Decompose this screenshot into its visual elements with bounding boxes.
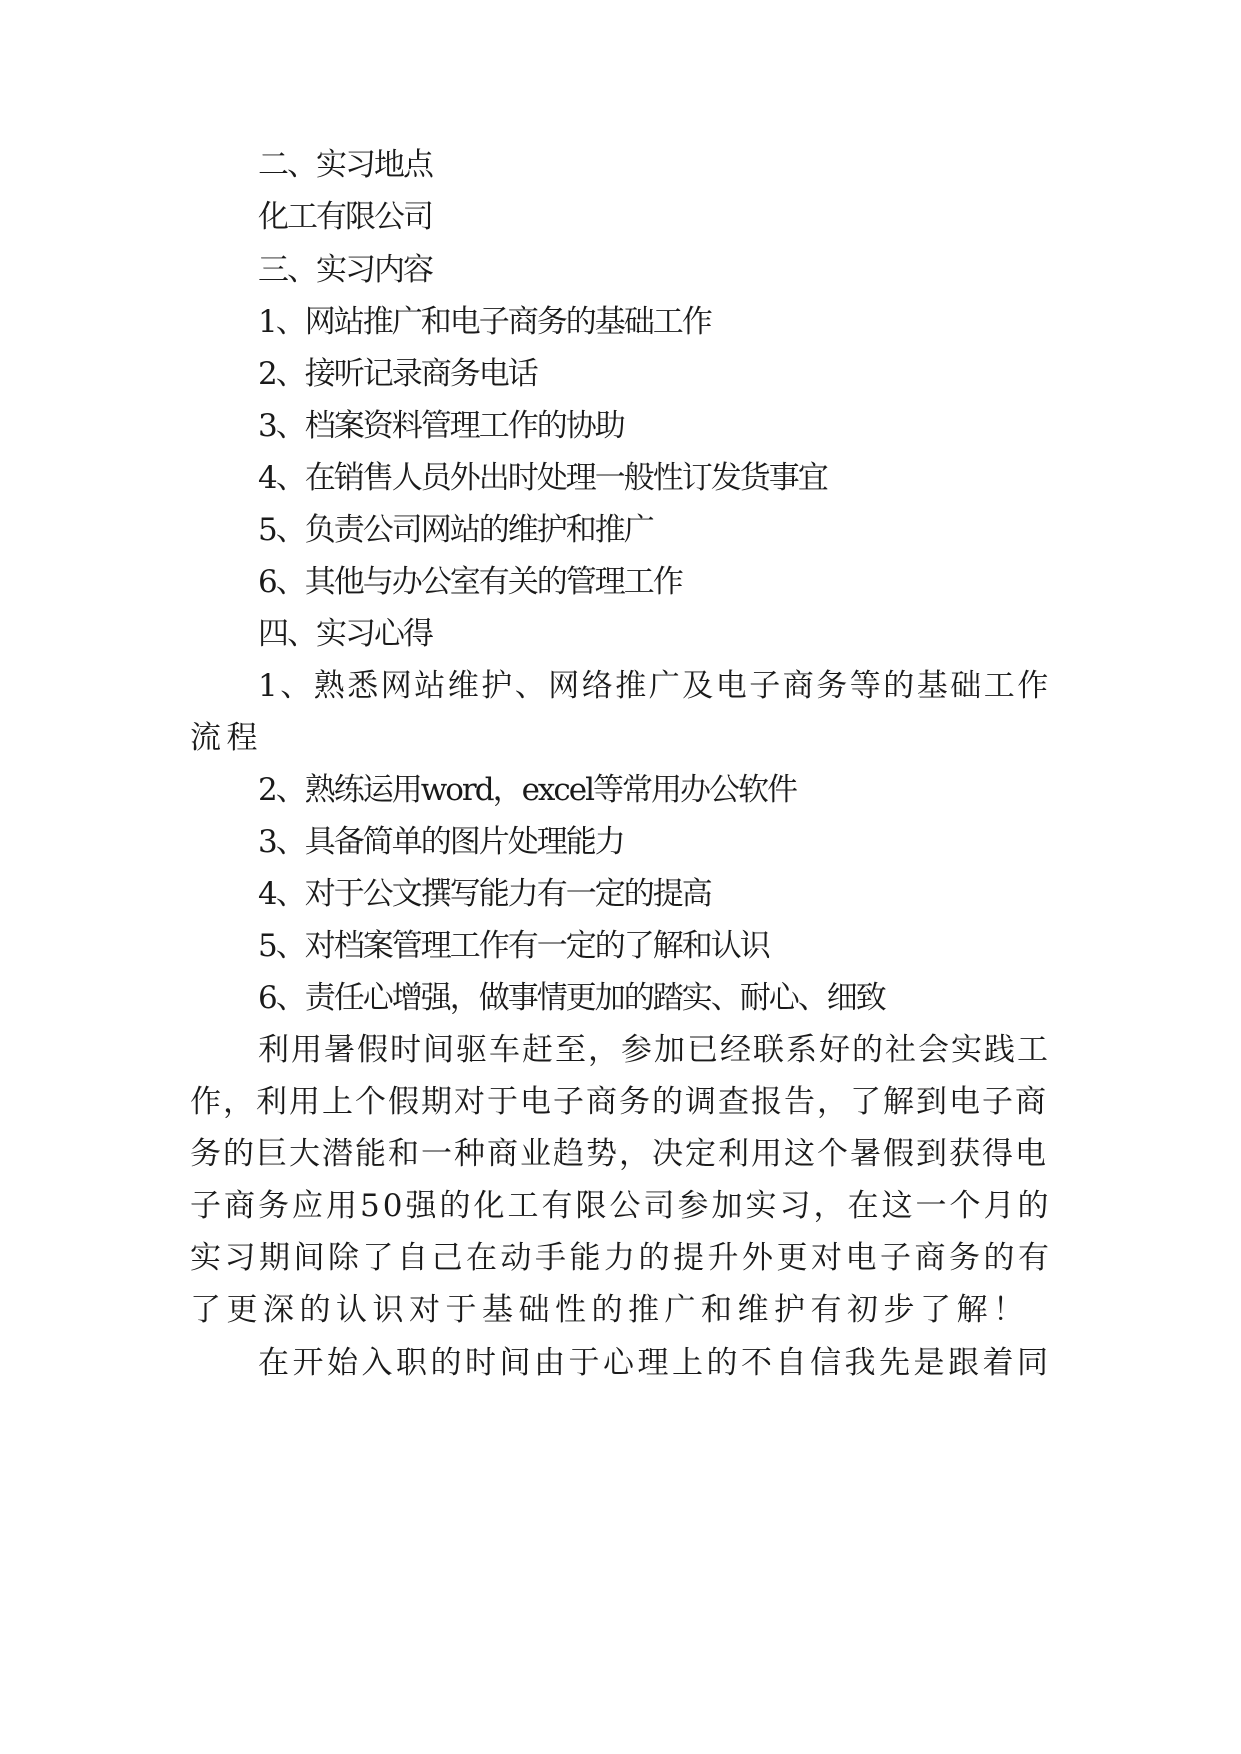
content-item-3: 3、档案资料管理工作的协助 (258, 408, 624, 444)
paragraph-1-line-5: 实习期间除了自己在动手能力的提升外更对电子商务的有 (190, 1240, 1053, 1276)
experience-item-2: 2、熟练运用word，excel等常用办公软件 (258, 772, 797, 808)
paragraph-1-line-4: 子商务应用50强的化工有限公司参加实习，在这一个月的 (190, 1188, 1052, 1224)
experience-item-3: 3、具备简单的图片处理能力 (258, 824, 624, 860)
heading-internship-location: 二、实习地点 (258, 147, 432, 183)
paragraph-1-line-2: 作，利用上个假期对于电子商务的调查报告，了解到电子商 (190, 1084, 1048, 1120)
paragraph-1-line-6: 了更深的认识对于基础性的推广和维护有初步了解！ (190, 1292, 1030, 1328)
experience-item-1-line-1: 1、熟悉网站维护、网络推广及电子商务等的基础工作 (258, 668, 1051, 704)
experience-item-6: 6、责任心增强，做事情更加的踏实、耐心、细致 (258, 980, 885, 1016)
heading-internship-content: 三、实习内容 (258, 252, 432, 288)
content-item-2: 2、接听记录商务电话 (258, 356, 537, 392)
content-item-1: 1、网站推广和电子商务的基础工作 (258, 304, 711, 340)
paragraph-1-line-1: 利用暑假时间驱车赶至，参加已经联系好的社会实践工 (258, 1032, 1050, 1068)
heading-internship-experience: 四、实习心得 (258, 616, 432, 652)
content-item-4: 4、在销售人员外出时处理一般性订发货事宜 (258, 460, 827, 496)
paragraph-2-line-1: 在开始入职的时间由于心理上的不自信我先是跟着同 (258, 1345, 1052, 1381)
content-item-5: 5、负责公司网站的维护和推广 (258, 512, 653, 548)
experience-item-5: 5、对档案管理工作有一定的了解和认识 (258, 928, 769, 964)
company-name: 化工有限公司 (258, 199, 432, 235)
experience-item-1-line-2: 流程 (190, 720, 263, 756)
experience-item-4: 4、对于公文撰写能力有一定的提高 (258, 876, 711, 912)
content-item-6: 6、其他与办公室有关的管理工作 (258, 564, 682, 600)
paragraph-1-line-3: 务的巨大潜能和一种商业趋势，决定利用这个暑假到获得电 (190, 1136, 1048, 1172)
